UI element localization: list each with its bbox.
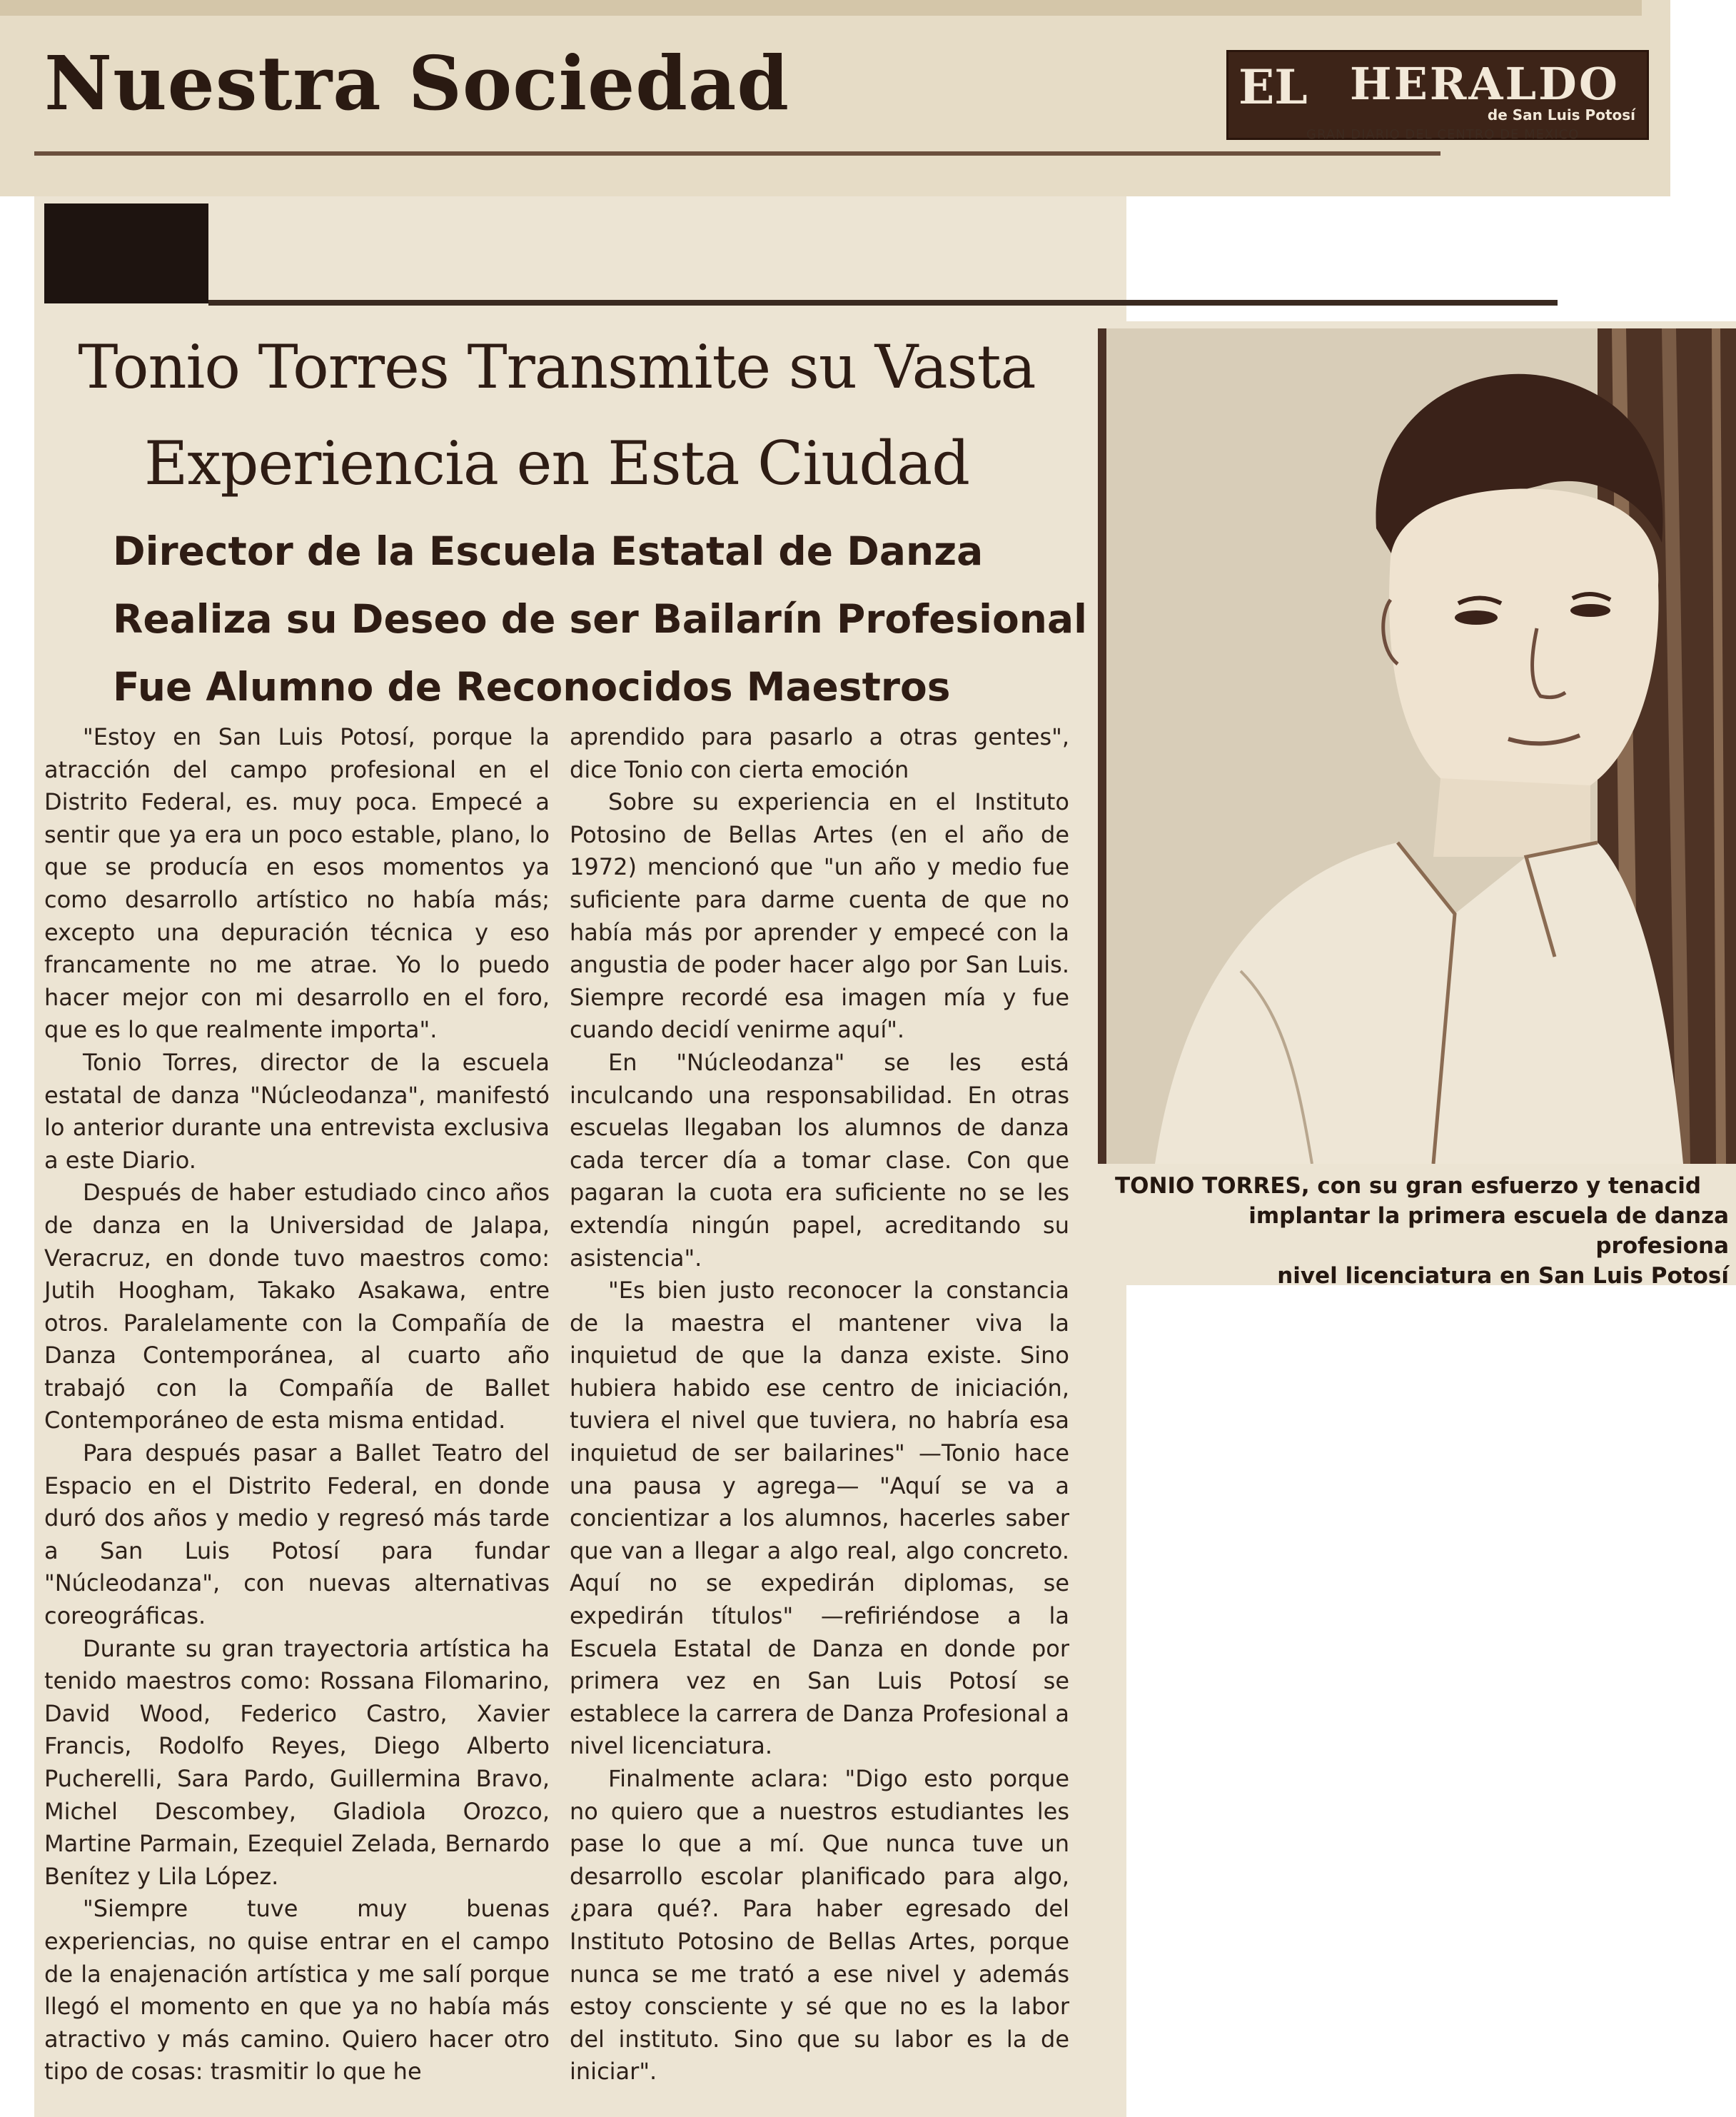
portrait-photo: [1098, 328, 1736, 1164]
caption-line: TONIO TORRES, con su gran esfuerzo y tenacid: [1115, 1173, 1702, 1199]
paragraph: En "Núcleodanza" se les está inculcando una responsabilidad. En otras escuelas llegaban los alumnos de danza cada tercer día a tomar clase. Con que pagaran la cuota era suficiente no se les extendía ningún papel, acreditando su asistencia".: [570, 1048, 1069, 1272]
paper-edge: [0, 0, 1642, 16]
headline-line-1: Tonio Torres Transmite su Vasta: [78, 332, 1036, 402]
paragraph-continuation: aprendido para pasarlo a otras gentes", dice Tonio con cierta emoción: [570, 723, 1069, 783]
section-title: Nuestra Sociedad: [44, 39, 790, 127]
subhead-3: Fue Alumno de Reconocidos Maestros: [113, 664, 951, 710]
photo-caption: [1115, 1171, 1729, 1291]
paragraph: "Estoy en San Luis Potosí, porque la atracción del campo profesional en el Distrito Federal, es. muy poca. Empecé a sentir que ya era un poco estable, plano, lo que se producía en esos momentos ya como desarrollo artístico no había más; excepto una depuración técnica y eso francamente no me atrae. Yo lo puedo hacer mejor con mi desarrollo en el foro, que es lo que realmente importa".: [44, 723, 550, 1044]
header-divider: [34, 151, 1440, 156]
headline-line-2: Experiencia en Esta Ciudad: [143, 428, 970, 498]
paragraph: Durante su gran trayectoria artística ha tenido maestros como: Rossana Filomarino, David Wood, Federico Castro, Xavier Francis, Rodolfo Reyes, Diego Alberto Pucherelli, Sara Pardo, Guillermina Bravo, Michel Descombey, Gladiola Orozco, Martine Parmain, Ezequiel Zelada, Bernardo Benítez y Lila López.: [44, 1634, 550, 1890]
paragraph: Para después pasar a Ballet Teatro del Espacio en el Distrito Federal, en donde duró dos años y medio y regresó más tarde a San Luis Potosí para fundar "Núcleodanza", con nuevas alternativas coreográficas.: [44, 1439, 550, 1630]
article-column-1: [44, 721, 550, 2088]
caption-line: nivel licenciatura en San Luis Potosí: [1277, 1263, 1729, 1289]
paragraph: Después de haber estudiado cinco años de danza en la Universidad de Jalapa, Veracruz, en donde tuvo maestros como: Jutih Hoogham, Takako Asakawa, entre otros. Paralelamente con la Compañía de Danza Contemporánea, al cuarto año trabajó con la Compañía de Ballet Contemporáneo de esta misma entidad.: [44, 1179, 550, 1434]
paragraph: "Es bien justo reconocer la constancia de la maestra el mantener viva la inquietud de que la danza existe. Sino hubiera habido ese centro de iniciación, tuviera el nivel que tuviera, no habría esa inquietud de ser bailarines" —Tonio hace una pausa y agrega— "Aquí se va a concientizar a los alumnos, hacerles saber que van a llegar a algo real, algo concreto. Aquí no se expedirán diplomas, se expedirán títulos" —refiriéndose a la Escuela Estatal de Danza en donde por primera vez en San Luis Potosí se establece la carrera de Danza Profesional a nivel licenciatura.: [570, 1277, 1069, 1760]
subhead-1: Director de la Escuela Estatal de Danza: [113, 528, 984, 574]
masthead-el: EL: [1238, 59, 1308, 115]
article-top-rule: [208, 300, 1558, 306]
caption-line: implantar la primera escuela de danza profesiona: [1248, 1203, 1729, 1259]
masthead-name: HERALDO: [1350, 58, 1620, 110]
paragraph: Tonio Torres, director de la escuela estatal de danza "Núcleodanza", manifestó lo anterior durante una entrevista exclusiva a este Diario.: [44, 1048, 550, 1174]
masthead-tagline: GRAN DIARIO DEL CENTRO DE MEXICO: [1306, 127, 1580, 142]
decorative-block: [44, 203, 208, 303]
paragraph: "Siempre tuve muy buenas experiencias, no quise entrar en el campo de la enajenación artística y me salí porque llegó el momento en que ya no había más atractivo y más camino. Quiero hacer otro tipo de cosas: trasmitir lo que he: [44, 1895, 550, 2086]
subhead-2: Realiza su Deseo de ser Bailarín Profesional: [113, 596, 1087, 642]
paragraph: Sobre su experiencia en el Instituto Potosino de Bellas Artes (en el año de 1972) mencionó que "un año y medio fue suficiente para darme cuenta de que no había más por aprender y empecé con la angustia de poder hacer algo por San Luis. Siempre recordé esa imagen mía y fue cuando decidí venirme aquí".: [570, 788, 1069, 1044]
article-column-2: [570, 721, 1069, 2088]
masthead-subtitle: de San Luis Potosí: [1487, 106, 1635, 124]
paragraph: Finalmente aclara: "Digo esto porque no quiero que a nuestros estudiantes les pase lo que a mí. Que nunca tuve un desarrollo escolar planificado para algo, ¿para qué?. Para haber egresado del Instituto Potosino de Bellas Artes, porque nunca se me trató a ese nivel y además estoy consciente y sé que no es la labor del instituto. Sino que su labor es la de iniciar".: [570, 1765, 1069, 2086]
